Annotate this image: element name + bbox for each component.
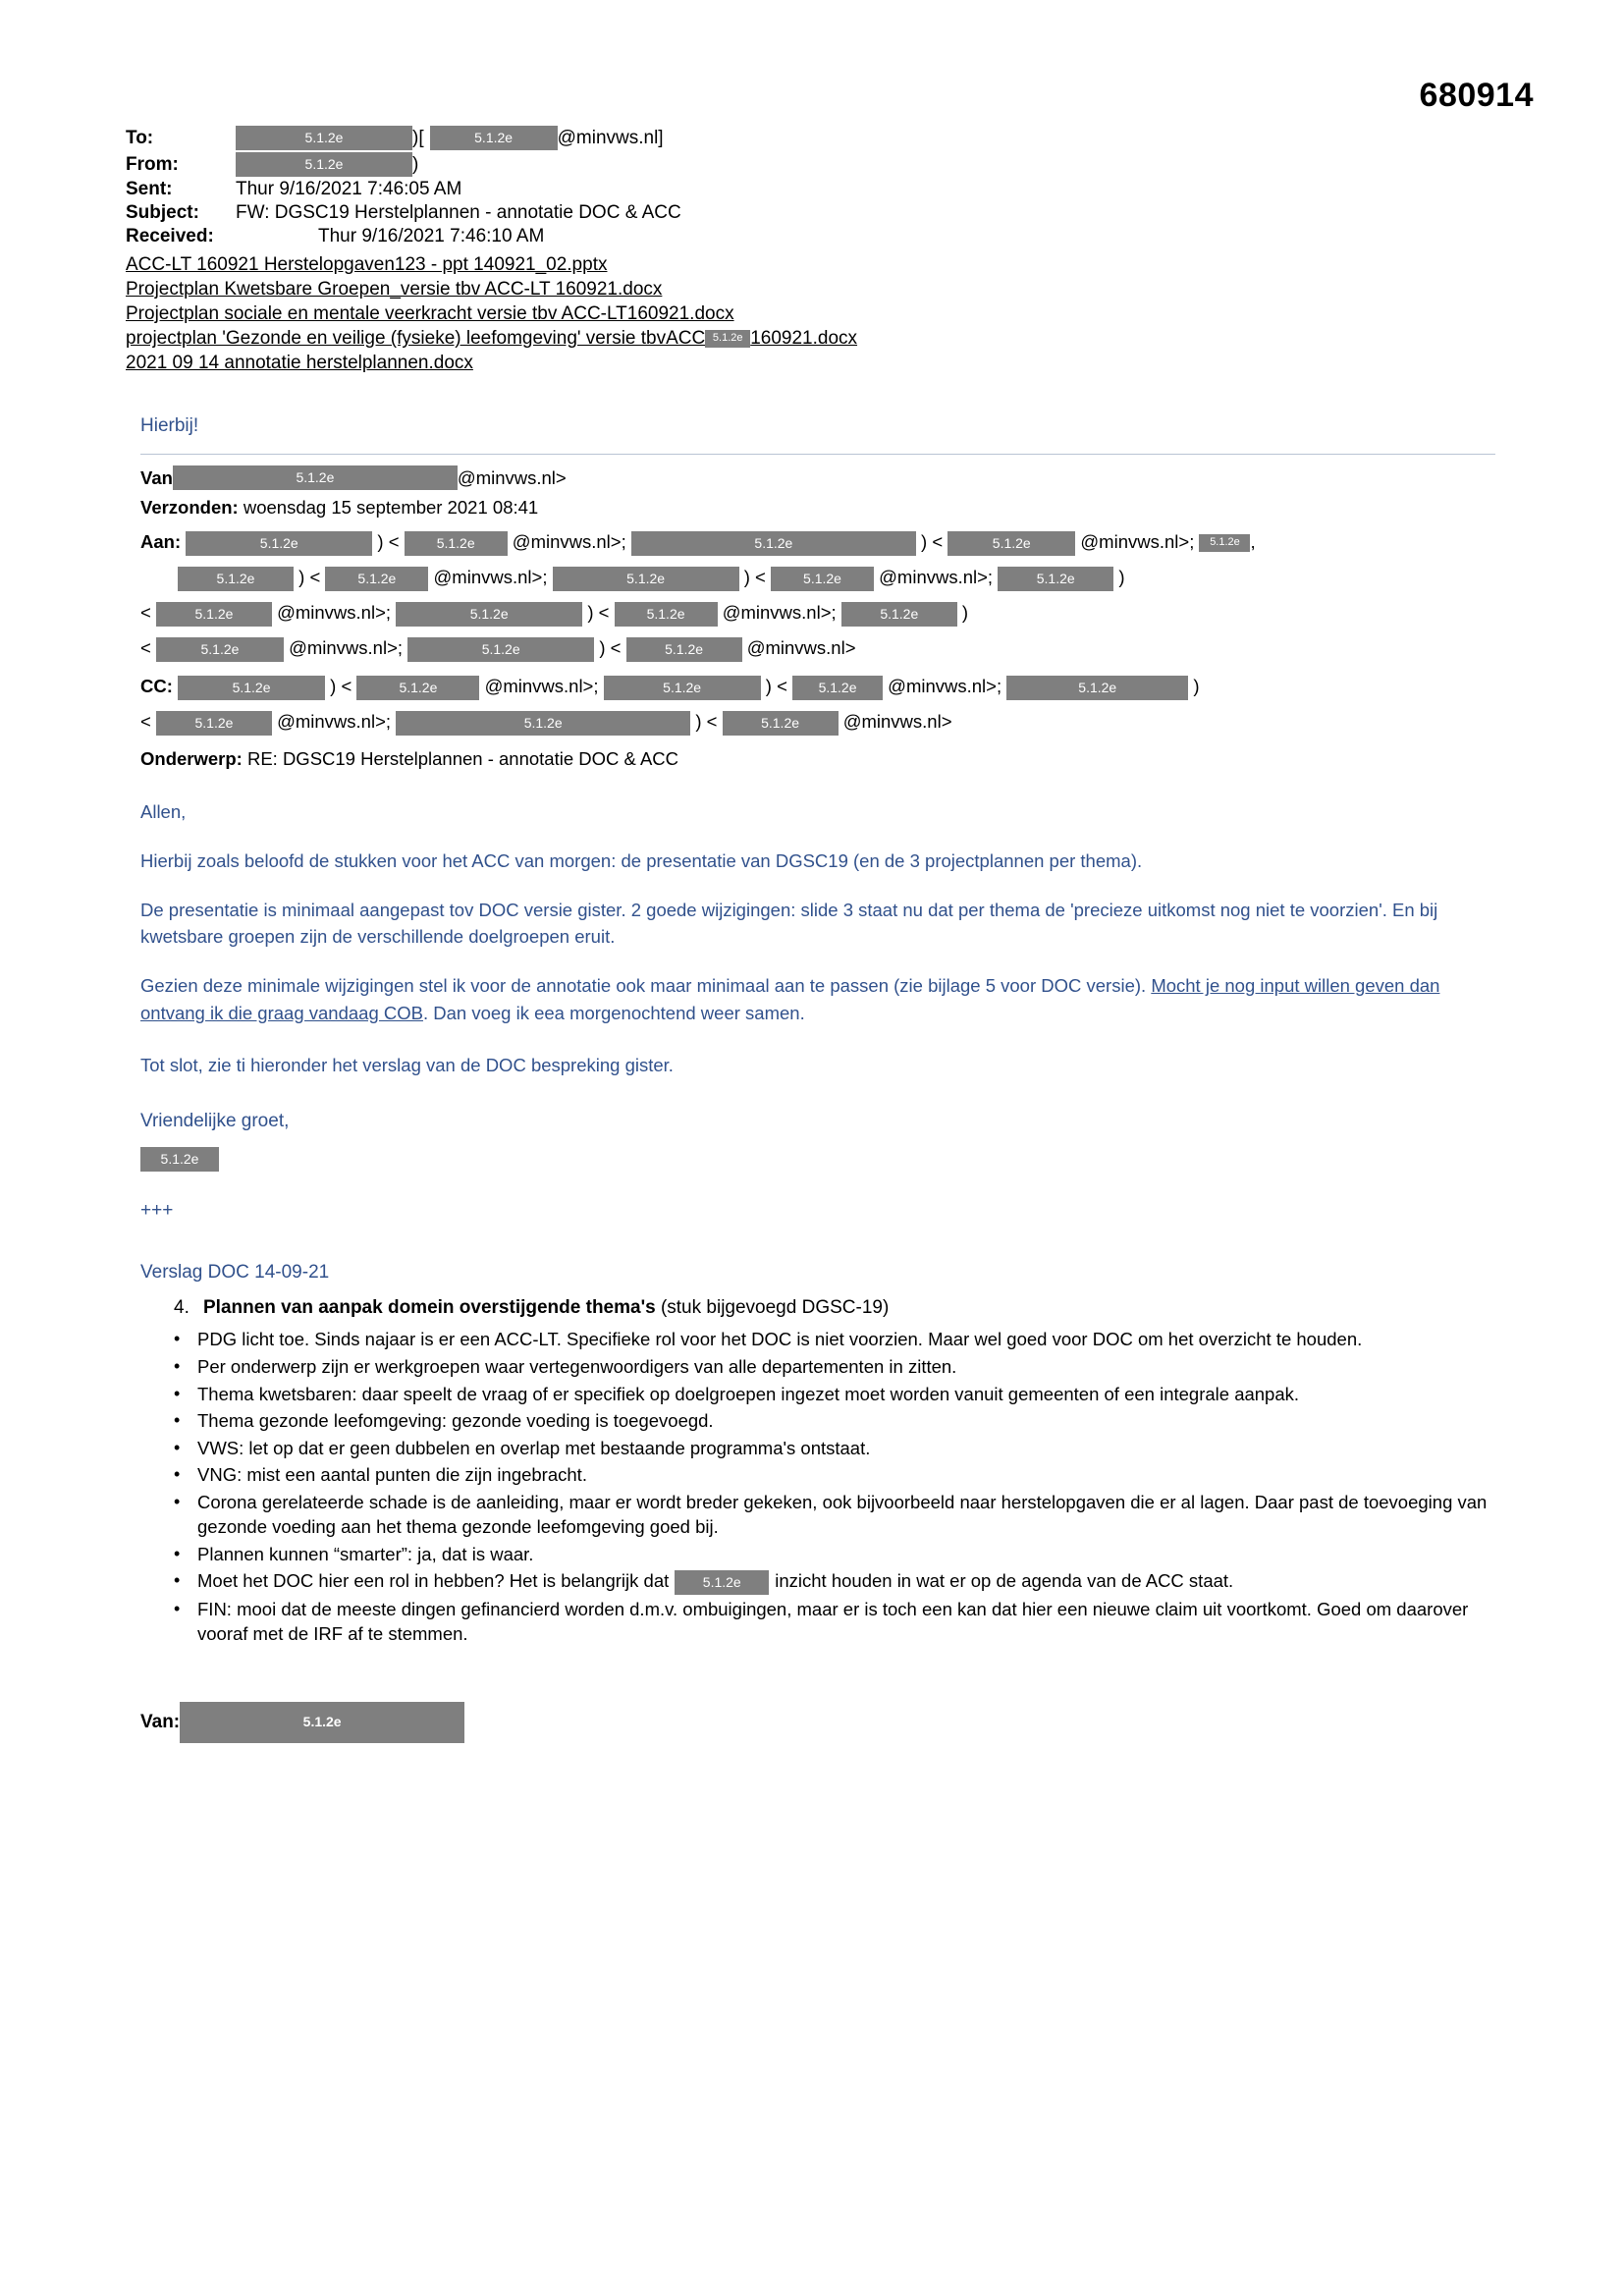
footer-van-row — [140, 1702, 1505, 1743]
aan-label: Aan: — [140, 531, 182, 553]
quoted-email-headers — [140, 465, 1505, 774]
verzonden-value: woensdag 15 september 2021 08:41 — [243, 497, 539, 519]
divider — [140, 454, 1495, 455]
list-item-redacted-part2: inzicht houden in wat er op de agenda van de ACC staat. — [775, 1570, 1234, 1592]
subject-label: Subject: — [126, 202, 199, 223]
paragraph-3-underlined: Mocht je nog input willen geven dan ontvang ik die graag vandaag COB — [140, 975, 1440, 1023]
cc-sep-1: ) < — [330, 676, 352, 697]
aan-domain-3: @minvws.nl>; — [433, 567, 548, 588]
greeting-top: Hierbij! — [140, 415, 199, 436]
document-number: 680914 — [1419, 77, 1534, 114]
closing-line: Vriendelijke groet, — [140, 1111, 290, 1132]
paragraph-1: Hierbij zoals beloofd de stukken voor het ACC van morgen: de presentatie van DGSC19 (en de 3 projectplannen per thema). — [140, 849, 1143, 871]
redaction-attachment: 5.1.2e — [705, 330, 750, 348]
quoted-onderwerp-row — [140, 745, 1505, 773]
attachment-link-1[interactable]: ACC-LT 160921 Herstelopgaven123 - ppt 140921_02.pptx — [126, 254, 608, 275]
onderwerp-value: RE: DGSC19 Herstelplannen - annotatie DOC & ACC — [246, 748, 679, 770]
redaction-aan-4: 5.1.2e — [947, 531, 1075, 556]
quoted-aan-row — [140, 524, 1505, 666]
redaction-aan-13: 5.1.2e — [615, 602, 718, 627]
cc-lt-1: < — [140, 711, 151, 733]
redaction-van: 5.1.2e — [173, 465, 458, 490]
redaction-cc-5: 5.1.2e — [1006, 676, 1188, 700]
redaction-aan-3: 5.1.2e — [631, 531, 916, 556]
header-row-to — [126, 126, 1500, 150]
header-row-from — [126, 152, 1500, 177]
redaction-cc-1: 5.1.2e — [178, 676, 325, 700]
attachment-link-4-tail: 160921.docx — [750, 328, 858, 350]
redaction-aan-16: 5.1.2e — [407, 637, 594, 662]
redaction-aan-6: 5.1.2e — [178, 567, 294, 591]
list-item-redacted — [197, 1568, 1505, 1595]
list-item: • PDG licht toe. Sinds najaar is er een ACC-LT. Specifieke rol voor het DOC is niet voorzien. Maar wel goed voor DOC om het overzicht te houden. — [197, 1327, 1505, 1352]
from-suffix: ) — [412, 153, 419, 175]
paragraph-3-part2: . Dan voeg ik eea morgenochtend weer samen. — [422, 1002, 805, 1023]
list-item: • FIN: mooi dat de meeste dingen gefinancierd worden d.m.v. ombuigingen, maar er is toch een kan dat hier een nieuwe claim uit voortkomt. Goed om daarover vooraf met de IRF af te stemmen. — [197, 1597, 1505, 1647]
email-body — [140, 412, 1505, 1743]
numbered-item-rest: (stuk bijgevoegd DGSC-19) — [655, 1296, 890, 1318]
redaction-cc-2: 5.1.2e — [356, 676, 479, 700]
sent-label: Sent: — [126, 179, 173, 199]
aan-lt-2: < — [140, 637, 151, 659]
redaction-to-2: 5.1.2e — [430, 126, 558, 150]
redaction-aan-5: 5.1.2e — [1199, 534, 1250, 552]
paragraph-4: Tot slot, zie ti hieronder het verslag van de DOC bespreking gister. — [140, 1054, 674, 1075]
paragraph-3 — [140, 972, 1505, 1027]
aan-lt-1: < — [140, 602, 151, 624]
redaction-bullet: 5.1.2e — [675, 1570, 769, 1595]
aan-sep-5: ) — [1118, 567, 1125, 588]
attachment-list — [126, 252, 1500, 375]
aan-sep-4: ) < — [743, 567, 766, 588]
cc-label: CC: — [140, 676, 173, 697]
cc-domain-4: @minvws.nl> — [842, 711, 952, 733]
received-label: Received: — [126, 226, 214, 246]
paragraph-3-part1: Gezien deze minimale wijzigingen stel ik voor de annotatie ook maar minimaal aan te passen (zie bijlage 5 voor DOC versie). — [140, 975, 1152, 997]
list-item: • Corona gerelateerde schade is de aanleiding, maar er wordt breder gekeken, ook bijvoorbeeld naar herstelopgaven die er al lagen. Daar past de toevoeging van gezonde voeding aan het thema gezonde leefomgeving goed bij. — [197, 1490, 1505, 1540]
redaction-aan-12: 5.1.2e — [396, 602, 582, 627]
redaction-aan-1: 5.1.2e — [186, 531, 372, 556]
aan-domain-5: @minvws.nl>; — [277, 602, 392, 624]
redaction-to-1: 5.1.2e — [236, 126, 412, 150]
redaction-aan-10: 5.1.2e — [998, 567, 1113, 591]
list-item: • Plannen kunnen “smarter”: ja, dat is waar. — [197, 1542, 1505, 1567]
aan-domain-8: @minvws.nl> — [746, 637, 856, 659]
aan-domain-2: @minvws.nl>; — [1080, 531, 1195, 553]
redaction-cc-7: 5.1.2e — [396, 711, 690, 736]
redaction-cc-3: 5.1.2e — [604, 676, 761, 700]
verzonden-label: Verzonden: — [140, 497, 239, 519]
attachment-link-4[interactable] — [126, 326, 1500, 351]
list-item-redacted-part1: Moet het DOC hier een rol in hebben? Het is belangrijk dat — [197, 1570, 670, 1592]
aan-sep-1: ) < — [377, 531, 400, 553]
to-label: To: — [126, 127, 154, 148]
list-item: • Thema kwetsbaren: daar speelt de vraag of er specifiek op doelgroepen ingezet moet worden vanuit gemeenten of een integrale aanpak. — [197, 1382, 1505, 1407]
numbered-item-number: 4. — [174, 1296, 189, 1318]
redaction-aan-14: 5.1.2e — [841, 602, 957, 627]
list-item: • VNG: mist een aantal punten die zijn ingebracht. — [197, 1462, 1505, 1488]
redaction-cc-4: 5.1.2e — [792, 676, 883, 700]
van-label: Van — [140, 466, 173, 488]
cc-sep-2: ) < — [765, 676, 787, 697]
quoted-verzonden-row — [140, 494, 1505, 521]
redaction-aan-9: 5.1.2e — [771, 567, 874, 591]
list-item: • VWS: let op dat er geen dubbelen en overlap met bestaande programma's ontstaat. — [197, 1436, 1505, 1461]
attachment-link-5[interactable]: 2021 09 14 annotatie herstelplannen.docx — [126, 353, 473, 374]
cc-sep-4: ) < — [695, 711, 718, 733]
sent-value: Thur 9/16/2021 7:46:05 AM — [236, 179, 462, 199]
onderwerp-label: Onderwerp: — [140, 748, 243, 770]
aan-sep-6: ) < — [587, 602, 610, 624]
quoted-van-row — [140, 465, 1505, 492]
redaction-aan-15: 5.1.2e — [156, 637, 284, 662]
numbered-item-4 — [174, 1294, 1505, 1322]
footer-van-label: Van: — [140, 1711, 181, 1732]
list-item: • Per onderwerp zijn er werkgroepen waar vertegenwoordigers van alle departementen in zitten. — [197, 1354, 1505, 1380]
redaction-aan-2: 5.1.2e — [405, 531, 508, 556]
redaction-aan-8: 5.1.2e — [553, 567, 739, 591]
aan-sep-2: ) < — [921, 531, 944, 553]
header-row-received — [126, 226, 1500, 247]
to-bracket: )[ — [412, 127, 424, 148]
cc-domain-1: @minvws.nl>; — [484, 676, 599, 697]
aan-domain-6: @minvws.nl>; — [722, 602, 837, 624]
redaction-cc-6: 5.1.2e — [156, 711, 272, 736]
aan-domain-4: @minvws.nl>; — [879, 567, 994, 588]
header-row-sent — [126, 179, 1500, 200]
attachment-link-4-text: projectplan 'Gezonde en veilige (fysieke) leefomgeving' versie tbvACC — [126, 328, 706, 350]
cc-domain-2: @minvws.nl>; — [888, 676, 1002, 697]
aan-comma: , — [1250, 531, 1256, 553]
signature-redaction-wrap — [140, 1145, 1505, 1172]
aan-domain-7: @minvws.nl>; — [289, 637, 404, 659]
header-row-subject — [126, 202, 1500, 224]
cc-sep-3: ) — [1193, 676, 1200, 697]
aan-sep-7: ) — [961, 602, 969, 624]
aan-sep-3: ) < — [298, 567, 321, 588]
email-header — [126, 126, 1500, 375]
salutation: Allen, — [140, 801, 187, 823]
numbered-item-title: Plannen van aanpak domein overstijgende thema's — [203, 1296, 656, 1318]
redaction-aan-17: 5.1.2e — [626, 637, 742, 662]
aan-sep-8: ) < — [599, 637, 622, 659]
received-value: Thur 9/16/2021 7:46:10 AM — [318, 226, 545, 246]
list-item: • Thema gezonde leefomgeving: gezonde voeding is toegevoegd. — [197, 1408, 1505, 1434]
redaction-aan-7: 5.1.2e — [325, 567, 428, 591]
aan-domain-1: @minvws.nl>; — [512, 531, 626, 553]
paragraph-2: De presentatie is minimaal aangepast tov DOC versie gister. 2 goede wijzigingen: slide 3 staat nu dat per thema de 'precieze uitkomst nog niet te voorzien'. En bij kwetsbare groepen zijn de verschillende doelgroepen eruit. — [140, 899, 1438, 948]
redaction-footer-van: 5.1.2e — [180, 1702, 464, 1743]
cc-domain-3: @minvws.nl>; — [277, 711, 392, 733]
redaction-cc-8: 5.1.2e — [723, 711, 839, 736]
subject-value: FW: DGSC19 Herstelplannen - annotatie DOC & ACC — [236, 202, 681, 223]
attachment-link-3[interactable]: Projectplan sociale en mentale veerkracht versie tbv ACC-LT160921.docx — [126, 303, 734, 325]
to-domain: @minvws.nl] — [557, 127, 664, 148]
separator-plus: +++ — [140, 1199, 174, 1221]
quoted-cc-row — [140, 669, 1505, 739]
verslag-bullet-list — [140, 1327, 1505, 1646]
van-domain: @minvws.nl> — [457, 466, 567, 488]
redaction-aan-11: 5.1.2e — [156, 602, 272, 627]
from-label: From: — [126, 153, 179, 175]
attachment-link-2[interactable]: Projectplan Kwetsbare Groepen_versie tbv ACC-LT 160921.docx — [126, 279, 663, 301]
verslag-title: Verslag DOC 14-09-21 — [140, 1262, 330, 1284]
redaction-from-1: 5.1.2e — [236, 152, 412, 177]
redaction-signature: 5.1.2e — [140, 1147, 219, 1172]
